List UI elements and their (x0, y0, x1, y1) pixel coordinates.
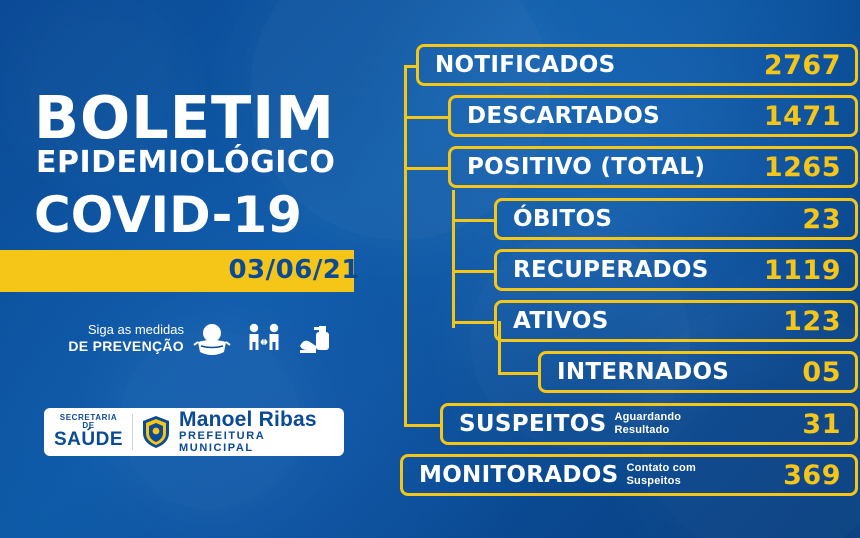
connector-line (404, 65, 407, 425)
stat-label: ATIVOS (513, 308, 609, 334)
stat-note-line1: Aguardando (614, 411, 682, 424)
connector-line (452, 190, 455, 328)
stat-row-suspeitos (440, 403, 858, 445)
stat-note (614, 411, 681, 436)
stat-value: 123 (783, 305, 841, 337)
connector-line (452, 321, 496, 324)
stat-label: MONITORADOS (419, 462, 619, 488)
connector-line (404, 167, 450, 170)
stat-row-positivo-total (448, 146, 858, 188)
stat-label-group (459, 411, 681, 437)
connector-line (452, 219, 496, 222)
stat-label: POSITIVO (TOTAL) (467, 154, 706, 180)
stat-note-line2: Resultado (614, 424, 670, 436)
stat-value: 1265 (763, 151, 841, 183)
stat-row-notificados (416, 44, 858, 86)
health-dept-big-text: SAÚDE (54, 429, 124, 451)
city-logo (179, 409, 334, 454)
stat-row-ativos (494, 300, 858, 342)
page-title: BOLETIM (34, 83, 335, 152)
prevention-line1: Siga as medidas (87, 322, 184, 337)
stat-value: 31 (802, 408, 841, 440)
hand-sanitizer-icon (296, 320, 336, 360)
stat-label: SUSPEITOS (459, 411, 607, 437)
stat-value: 23 (802, 203, 841, 235)
stat-label-group (419, 462, 696, 488)
page-subtitle: EPIDEMIOLÓGICO (36, 145, 336, 180)
health-dept-small-text: SECRETARIA DE (59, 412, 118, 431)
city-name: Manoel Ribas (179, 408, 317, 432)
prevention-line2: DE PREVENÇÃO (68, 338, 184, 355)
stat-label: NOTIFICADOS (435, 52, 616, 78)
prevention-text (52, 322, 184, 356)
connector-line (498, 372, 540, 375)
city-crest-icon (141, 415, 171, 449)
prevention-icons (192, 320, 336, 360)
stat-row-descartados (448, 95, 858, 137)
prevention-block (52, 320, 352, 378)
city-subtitle: PREFEITURA MUNICIPAL (179, 430, 265, 455)
social-distancing-icon (244, 320, 284, 360)
stat-value: 05 (802, 356, 841, 388)
stat-note-line1: Contato com (626, 462, 696, 475)
stat-note (627, 462, 696, 487)
connector-line (452, 270, 496, 273)
stat-row-recuperados (494, 249, 858, 291)
left-panel (0, 0, 380, 538)
stat-label: RECUPERADOS (513, 257, 709, 283)
stat-row-internados (538, 351, 858, 393)
face-mask-icon (192, 320, 232, 360)
health-dept-logo (54, 414, 133, 451)
stat-label: DESCARTADOS (467, 103, 660, 129)
stat-value: 1119 (763, 254, 841, 286)
connector-line (404, 424, 442, 427)
logo-bar (44, 408, 344, 456)
stat-label: ÓBITOS (513, 206, 613, 232)
bulletin-date: 03/06/21 (228, 255, 360, 285)
statistics-panel (380, 0, 860, 538)
stat-row-monitorados (400, 454, 858, 496)
connector-line (404, 116, 450, 119)
stat-row-obitos (494, 198, 858, 240)
stat-label: INTERNADOS (557, 359, 730, 385)
stat-value: 369 (783, 459, 841, 491)
page-subtitle-covid: COVID-19 (34, 186, 302, 244)
stat-value: 1471 (763, 100, 841, 132)
stat-note-line2: Suspeitos (626, 475, 681, 487)
stat-value: 2767 (763, 49, 841, 81)
